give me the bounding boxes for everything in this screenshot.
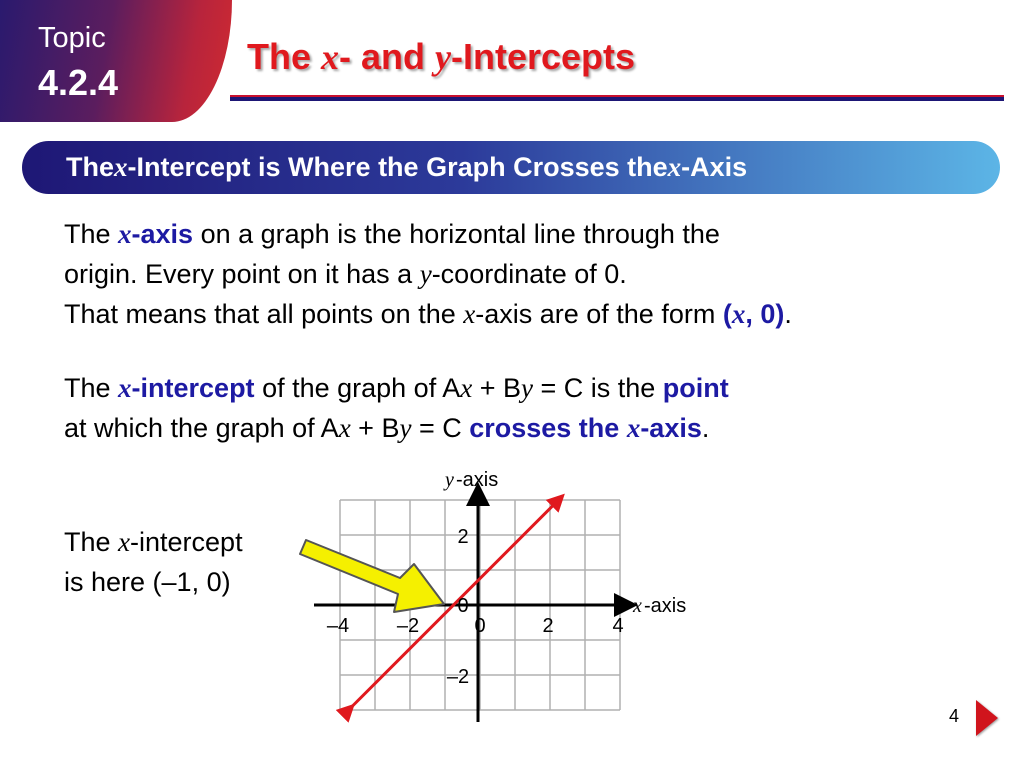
title-text-2: - and (339, 36, 436, 77)
x-tick-label: 2 (542, 615, 554, 637)
pointer-arrow-icon (300, 540, 444, 612)
note-line1: The x-intercept (64, 527, 243, 557)
topic-label: Topic (38, 22, 106, 54)
paragraph2-line2: at which the graph of Ax + By = C crosses the x-axis. (64, 413, 710, 443)
x-axis-var: x (633, 595, 642, 617)
title-var-y: y (435, 37, 451, 77)
paragraph2-line1: The x-intercept of the graph of Ax + By = C is the point (64, 373, 729, 403)
x-tick-label: 4 (612, 615, 624, 637)
banner-text-1: The (66, 152, 115, 182)
y-axis-var: y (445, 469, 454, 491)
origin-label: 0 (457, 595, 469, 617)
banner-text-2: -Intercept is Where the Graph Crosses the (127, 152, 668, 182)
topic-number: 4.2.4 (38, 62, 119, 103)
title-var-x: x (321, 37, 340, 77)
y-tick-label: 2 (457, 526, 469, 548)
y-tick-label: –2 (446, 666, 470, 688)
banner-var-x-2: x (667, 152, 682, 182)
next-slide-arrow-icon[interactable] (976, 700, 998, 736)
page-number: 4 (949, 706, 960, 726)
x-tick-label: 0 (474, 615, 486, 637)
x-tick-label: –2 (396, 615, 420, 637)
title-text-3: -Intercepts (451, 36, 636, 77)
banner-text-3: -Axis (681, 152, 748, 182)
x-tick-label: –4 (326, 615, 350, 637)
note-line2: is here (–1, 0) (64, 567, 231, 597)
banner-var-x: x (114, 152, 128, 182)
paragraph1-line3: That means that all points on the x-axis are of the form (x, 0). (64, 299, 792, 329)
paragraph1-line2: origin. Every point on it has a y-coordinate of 0. (64, 259, 627, 289)
x-axis-label: -axis (644, 595, 687, 617)
y-axis-label: -axis (456, 469, 499, 491)
paragraph1-line1: The x-axis on a graph is the horizontal line through the (64, 219, 720, 249)
title-text-1: The (247, 36, 322, 77)
